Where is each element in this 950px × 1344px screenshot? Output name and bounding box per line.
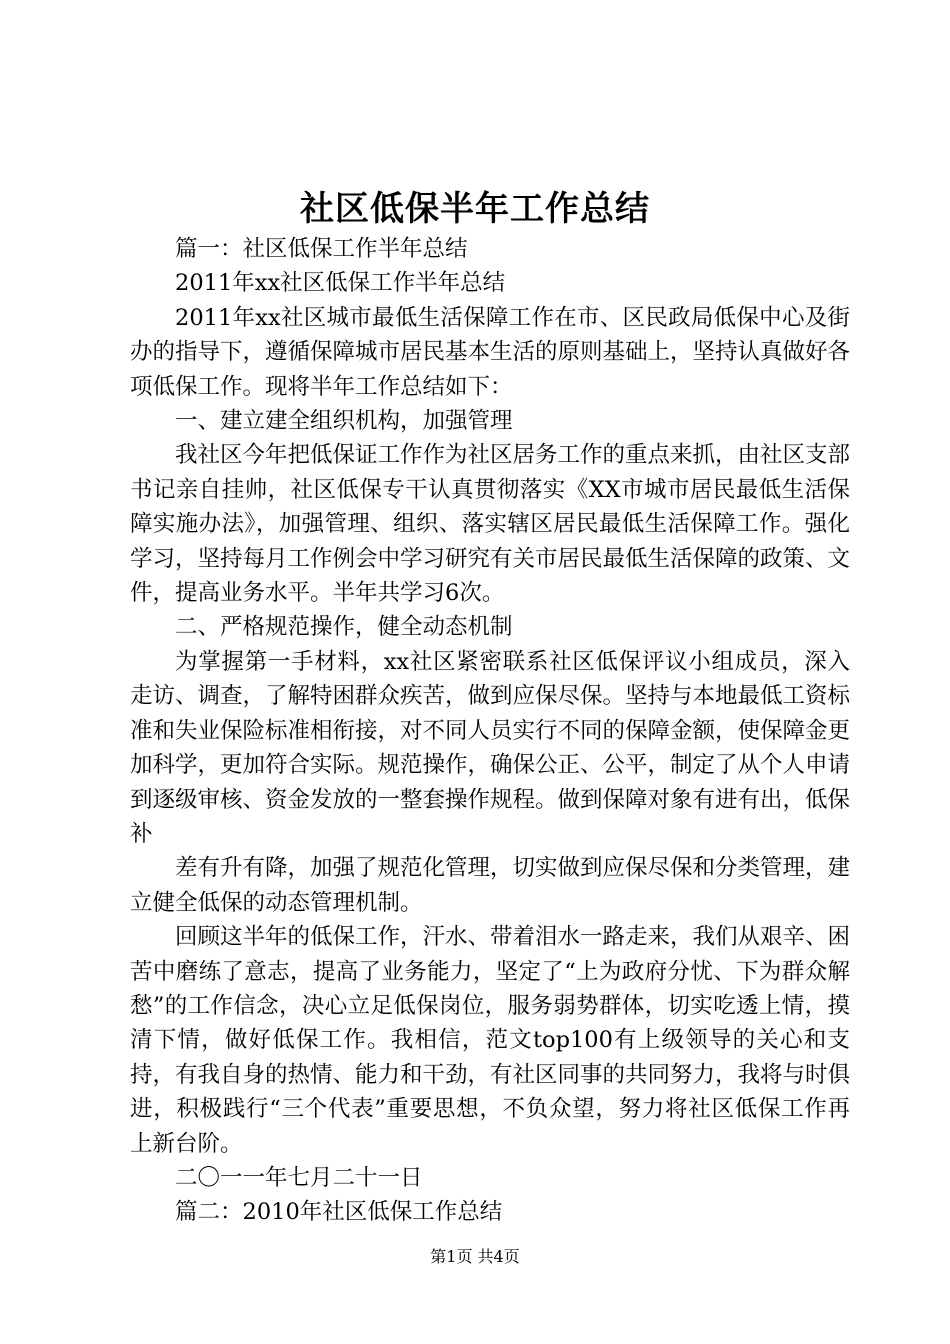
section-heading-1: 一、建立建全组织机构，加强管理 (175, 408, 513, 435)
document-title: 社区低保半年工作总结 (300, 189, 650, 229)
intro-paragraph: 2011年xx社区城市最低生活保障工作在市、区民政局低保中心及街办的指导下，遵循保障城市居民基本生活的原则基础上，坚持认真做好各项低保工作。现将半年工作总结如下： (130, 304, 851, 400)
section-1-paragraph: 我社区今年把低保证工作作为社区居务工作的重点来抓，由社区支部书记亲自挂帅，社区低保专干认真贯彻落实《XX市城市居民最低生活保障实施办法》，加强管理、组织、落实辖区居民最低生活保障工作。强化学习，坚持每月工作例会中学习研究有关市居民最低生活保障的政策、文件，提高业务水平。半年共学习6次。 (130, 442, 851, 607)
document-body (130, 232, 850, 1230)
date-line: 二〇一一年七月二十一日 (175, 1164, 423, 1191)
section-heading-2: 二、严格规范操作，健全动态机制 (175, 614, 513, 641)
page-number-footer: 第1页 共4页 (430, 1247, 520, 1266)
review-paragraph: 回顾这半年的低保工作，汗水、带着泪水一路走来，我们从艰辛、困苦中磨练了意志，提高了业务能力，坚定了“上为政府分忧、下为群众解愁”的工作信念，决心立足低保岗位，服务弱势群体，切实吃透上情，摸清下情，做好低保工作。我相信，范文top100有上级领导的关心和支持，有我自身的热情、能力和干劲，有社区同事的共同努力，我将与时俱进，积极践行“三个代表”重要思想，不负众望，努力将社区低保工作再上新台阶。 (130, 924, 851, 1157)
section-2-paragraph: 为掌握第一手材料，xx社区紧密联系社区低保评议小组成员，深入走访、调查，了解特困群众疾苦，做到应保尽保。坚持与本地最低工资标准和失业保险标准相衔接，对不同人员实行不同的保障金额，使保障金更加科学，更加符合实际。规范操作，确保公正、公平，制定了从个人申请到逐级审核、资金发放的一整套操作规程。做到保障对象有进有出，低保补 (130, 648, 851, 847)
section-heading-part-two: 篇二：2010年社区低保工作总结 (175, 1199, 503, 1226)
section-2-paragraph-continued: 差有升有降，加强了规范化管理，切实做到应保尽保和分类管理，建立健全低保的动态管理机制。 (130, 855, 851, 916)
section-heading-part-one: 篇一：社区低保工作半年总结 (175, 236, 468, 262)
report-subtitle: 2011年xx社区低保工作半年总结 (175, 270, 506, 297)
